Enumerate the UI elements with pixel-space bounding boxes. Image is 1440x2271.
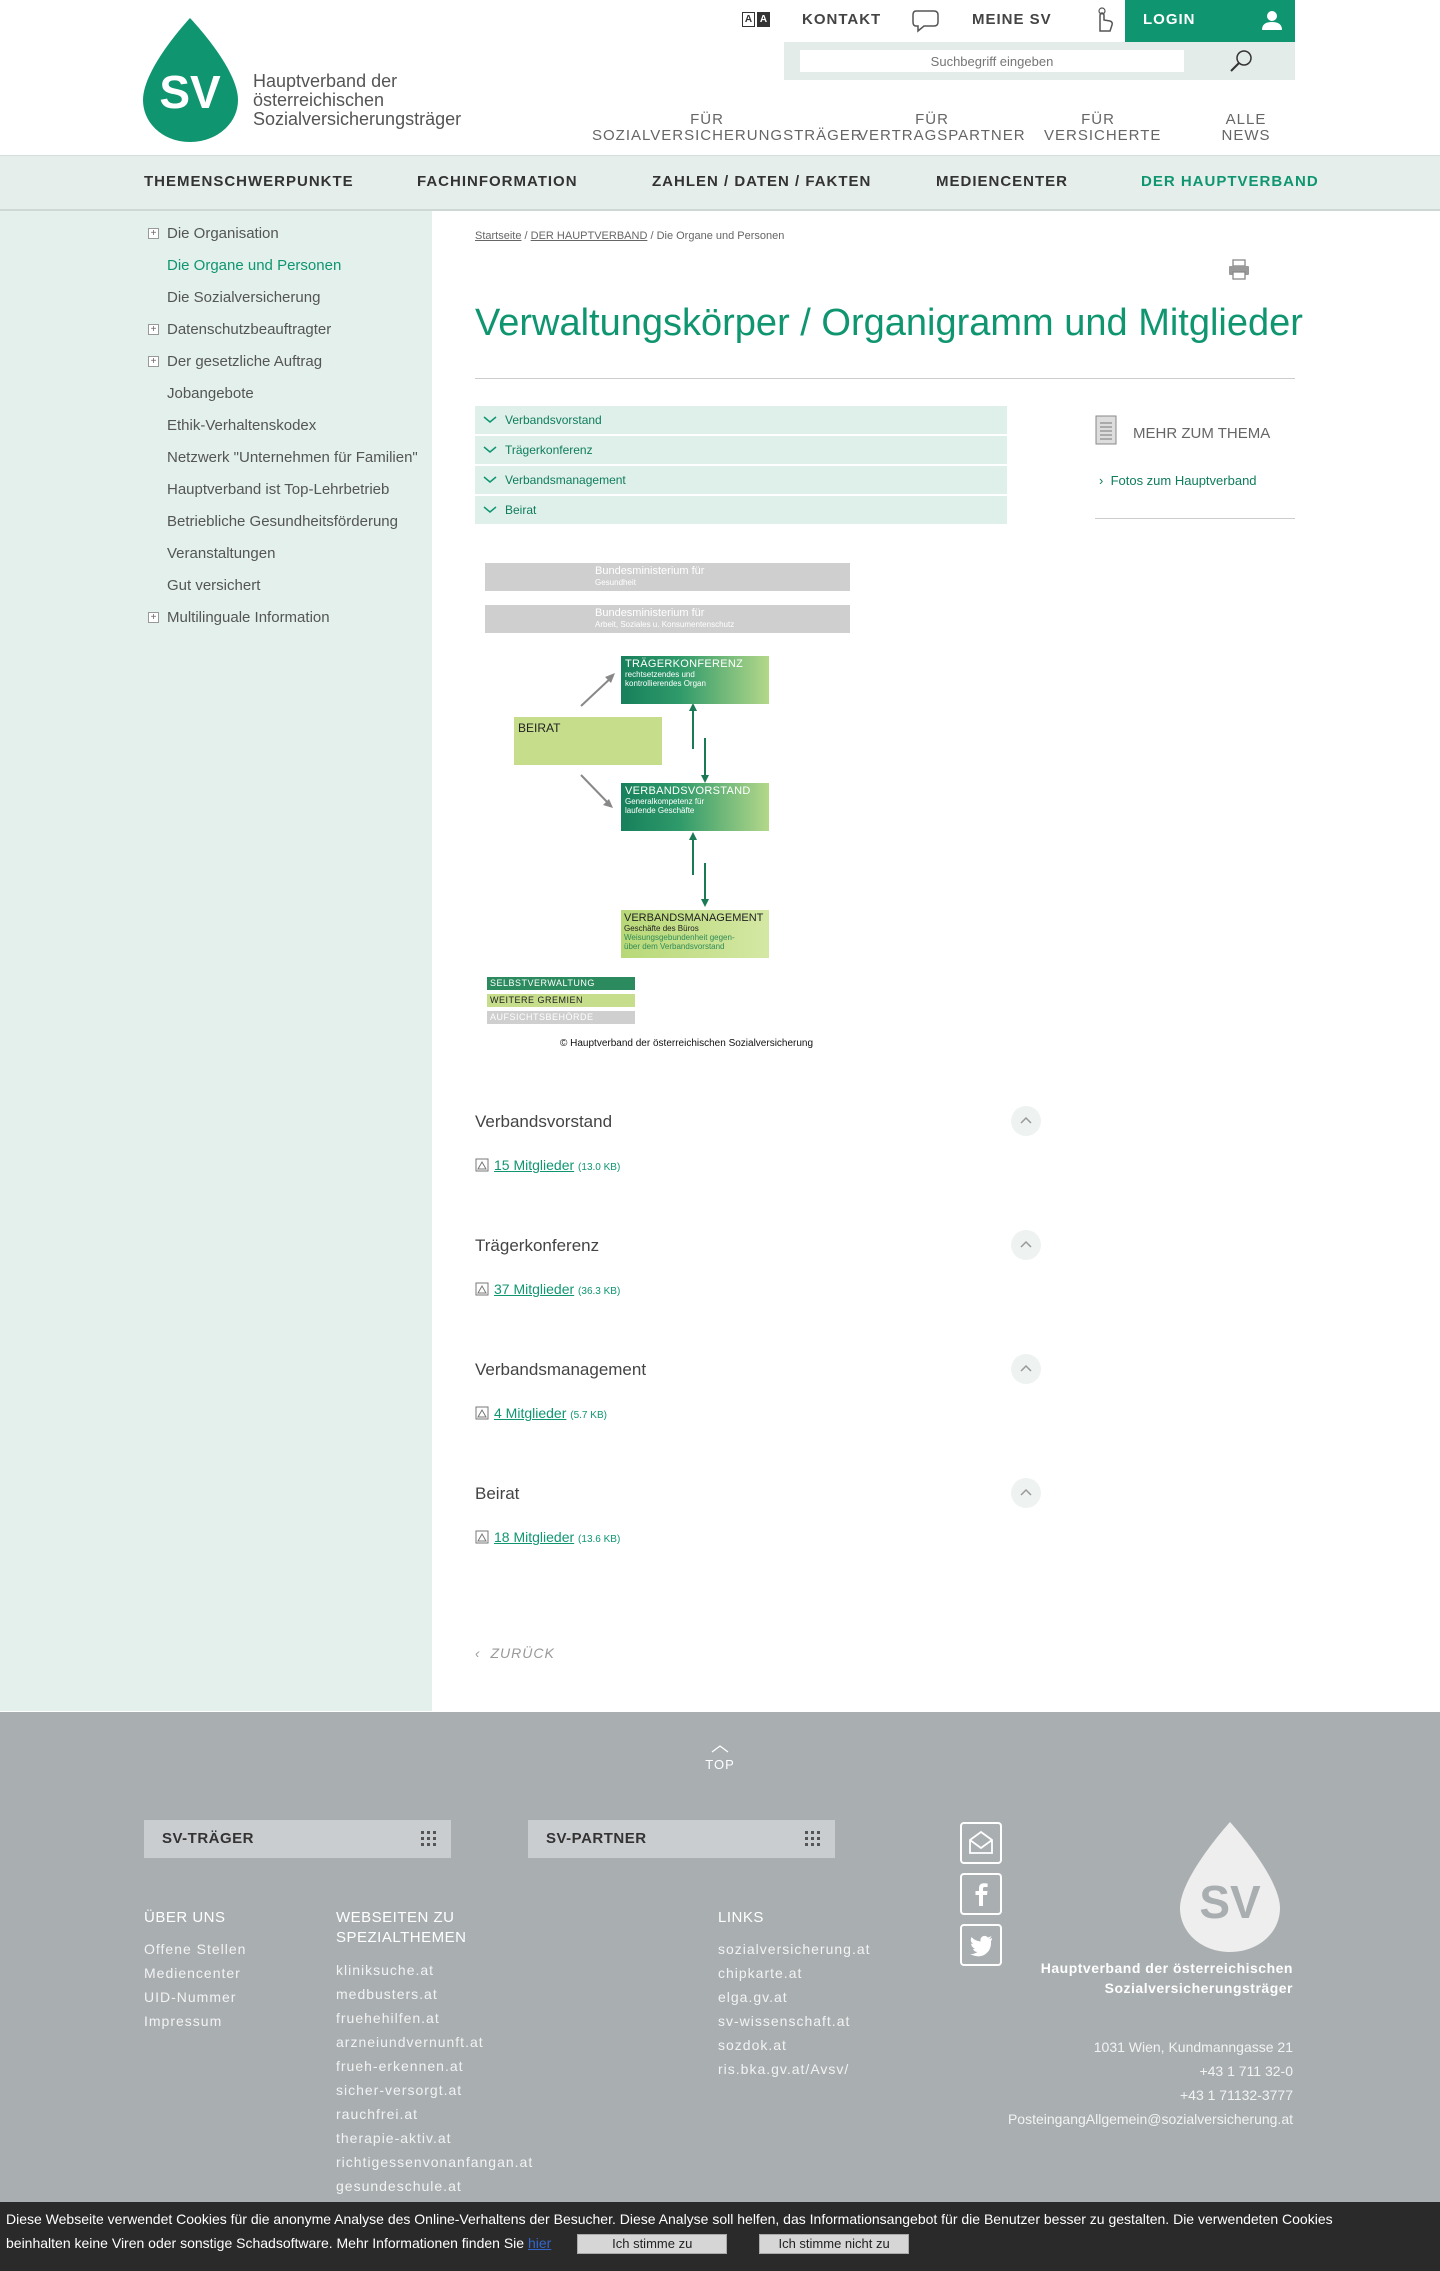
box-sub: rechtsetzendes und <box>625 670 695 679</box>
box-title: TRÄGERKONFERENZ <box>625 658 744 670</box>
nav-mediencenter[interactable]: MEDIENCENTER <box>936 173 1069 190</box>
verbandsmanagement-box <box>621 910 769 958</box>
section-verbandsvorstand <box>475 1112 1045 1173</box>
sidebar-item-sozialversicherung[interactable]: Die Sozialversicherung <box>167 289 321 306</box>
footer-link[interactable]: sozialversicherung.at <box>718 1941 871 1957</box>
organigram-copyright: © Hauptverband der österreichischen Sozialversicherung <box>560 1038 814 1049</box>
grid-icon <box>805 1831 821 1847</box>
footer <box>0 1712 1440 2271</box>
footer-link[interactable]: Offene Stellen <box>144 1941 247 1957</box>
footer-link[interactable]: medbusters.at <box>336 1986 438 2002</box>
box-sub: kontrollierendes Organ <box>625 679 706 688</box>
footer-link[interactable]: Impressum <box>144 2013 223 2029</box>
title-line: WEBSEITEN ZU <box>336 1909 455 1926</box>
nav-line: VERSICHERTE <box>1044 127 1162 144</box>
breadcrumb-hauptverband[interactable]: DER HAUPTVERBAND <box>530 230 648 242</box>
nav-line: NEWS <box>1221 127 1271 144</box>
nav-fuer-versicherte[interactable] <box>1044 111 1162 144</box>
font-toggle-a-inverted: A <box>757 12 770 27</box>
collapse-toggle-icon[interactable] <box>1011 1478 1041 1508</box>
file-link-label: 18 Mitglieder <box>494 1529 575 1545</box>
file-size: (36.3 KB) <box>578 1286 621 1297</box>
sidebar <box>0 211 432 1711</box>
file-size: (13.6 KB) <box>578 1534 621 1545</box>
top-label: TOP <box>705 1757 735 1772</box>
ministry-sub: Arbeit, Soziales u. Konsumentenschutz <box>595 620 735 629</box>
file-size: (5.7 KB) <box>570 1410 607 1421</box>
fotos-link-label: Fotos zum Hauptverband <box>1110 473 1257 488</box>
speech-bubble-icon[interactable] <box>912 8 940 34</box>
box-sub: Weisungsgebundenheit gegen- <box>624 933 735 942</box>
accordion-label: Verbandsmanagement <box>505 473 626 487</box>
accordion-label: Beirat <box>505 503 537 517</box>
footer-links-title: LINKS <box>718 1909 764 1926</box>
file-link-label: 37 Mitglieder <box>494 1281 575 1297</box>
login-label: LOGIN <box>1143 11 1196 28</box>
box-title: VERBANDSMANAGEMENT <box>624 912 764 924</box>
cookie-more-info-link[interactable]: hier <box>527 2235 552 2251</box>
expand-plus-icon[interactable]: + <box>148 324 159 335</box>
expand-plus-icon[interactable]: + <box>148 612 159 623</box>
sidebar-item-gesundheitsfoerderung[interactable]: Betriebliche Gesundheitsförderung <box>167 513 398 530</box>
hand-pointer-icon[interactable] <box>1090 6 1118 34</box>
nav-der-hauptverband[interactable]: DER HAUPTVERBAND <box>1141 173 1319 190</box>
meine-sv-link[interactable]: MEINE SV <box>972 11 1052 28</box>
sidebar-item-datenschutz[interactable]: Datenschutzbeauftragter <box>167 321 332 338</box>
traegerkonferenz-box <box>621 656 769 704</box>
accordion-label: Trägerkonferenz <box>505 443 593 457</box>
ministry-label: Bundesministerium für <box>595 565 705 577</box>
sidebar-item-organe-personen[interactable]: Die Organe und Personen <box>167 257 342 274</box>
file-link-label: 15 Mitglieder <box>494 1157 575 1173</box>
chevron-down-icon <box>483 506 497 514</box>
site-header <box>0 0 1440 155</box>
login-button[interactable] <box>1125 0 1295 42</box>
user-icon <box>1261 9 1283 31</box>
document-icon <box>1095 415 1119 447</box>
section-beirat <box>475 1484 1045 1545</box>
accordion-label: Verbandsvorstand <box>505 413 602 427</box>
envelope-icon <box>962 1824 1000 1862</box>
footer-webseiten-title <box>336 1908 466 1948</box>
nav-line: VERTRAGSPARTNER <box>858 127 1026 144</box>
sidebar-item-gesetzlicher-auftrag[interactable]: Der gesetzliche Auftrag <box>167 353 323 370</box>
box-title: VERBANDSVORSTAND <box>625 785 751 797</box>
twitter-icon <box>962 1926 1000 1964</box>
accordion-nav <box>475 406 1007 526</box>
footer-phone[interactable]: +43 1 711 32-0 <box>1199 2063 1293 2079</box>
mehr-divider <box>1095 518 1295 519</box>
footer-link[interactable]: kliniksuche.at <box>336 1962 435 1978</box>
back-label: ZURÜCK <box>490 1645 555 1661</box>
footer-link[interactable]: elga.gv.at <box>718 1989 788 2005</box>
accordion-item-beirat[interactable] <box>475 496 1007 524</box>
search-icon[interactable] <box>1228 48 1254 74</box>
footer-link[interactable]: frueh-erkennen.at <box>336 2058 464 2074</box>
page-title: Verwaltungskörper / Organigramm und Mitglieder <box>475 302 1303 344</box>
breadcrumb-home[interactable]: Startseite <box>475 230 522 242</box>
dropdown-label: SV-PARTNER <box>546 1830 647 1847</box>
pdf-file-icon <box>475 1530 489 1544</box>
sidebar-item-jobangebote[interactable]: Jobangebote <box>167 385 254 402</box>
org-name-line: österreichischen <box>253 90 385 110</box>
section-title: Trägerkonferenz <box>475 1236 600 1255</box>
footer-link[interactable]: rauchfrei.at <box>336 2106 419 2122</box>
back-link[interactable] <box>475 1645 555 1661</box>
section-verbandsmanagement <box>475 1360 1045 1421</box>
box-sub: Generalkompetenz für <box>625 797 705 806</box>
cookie-accept-button[interactable]: Ich stimme zu <box>577 2234 727 2254</box>
box-title: BEIRAT <box>518 721 561 735</box>
breadcrumb <box>475 230 784 242</box>
sv-partner-dropdown[interactable] <box>528 1820 835 1858</box>
footer-link[interactable]: sozdok.at <box>718 2037 787 2053</box>
nav-line: FÜR <box>1081 111 1115 128</box>
section-traegerkonferenz <box>475 1236 1045 1297</box>
footer-link[interactable]: UID-Nummer <box>144 1989 237 2005</box>
footer-link[interactable]: therapie-aktiv.at <box>336 2130 452 2146</box>
nav-fuer-vertragspartner[interactable] <box>858 111 1026 144</box>
footer-link[interactable]: gesundeschule.at <box>336 2178 462 2194</box>
legend-selbstverwaltung: SELBSTVERWALTUNG <box>487 977 635 990</box>
nav-alle-news[interactable] <box>1220 112 1272 144</box>
org-line: Hauptverband der österreichischen <box>1040 1960 1293 1976</box>
footer-address: 1031 Wien, Kundmanngasse 21 <box>1093 2039 1293 2055</box>
cookie-decline-button[interactable]: Ich stimme nicht zu <box>759 2234 909 2254</box>
box-sub: laufende Geschäfte <box>625 806 695 815</box>
chevron-down-icon <box>483 476 497 484</box>
chevron-right-icon: › <box>1099 473 1111 488</box>
back-to-top-button[interactable] <box>705 1742 735 1772</box>
legend-aufsichtsbehoerde: AUFSICHTSBEHÖRDE <box>487 1011 635 1024</box>
chevron-up-icon <box>705 1744 735 1754</box>
print-icon[interactable] <box>1228 258 1250 280</box>
nav-fachinformation[interactable]: FACHINFORMATION <box>417 173 578 190</box>
beirat-box <box>514 717 662 765</box>
org-name-line: Sozialversicherungsträger <box>253 109 462 129</box>
org-line: Sozialversicherungsträger <box>1104 1980 1293 1996</box>
nav-line: FÜR <box>690 111 724 128</box>
accordion-item-verbandsmanagement[interactable] <box>475 466 1007 494</box>
breadcrumb-separator: / <box>647 230 657 242</box>
cookie-banner <box>0 2202 1440 2271</box>
verbandsvorstand-box <box>621 783 769 831</box>
breadcrumb-current: Die Organe und Personen <box>656 230 785 242</box>
footer-link[interactable]: ris.bka.gv.at/Avsv/ <box>718 2061 850 2077</box>
sv-traeger-dropdown[interactable] <box>144 1820 451 1858</box>
nav-zahlen-daten-fakten[interactable]: ZAHLEN / DATEN / FAKTEN <box>652 173 872 190</box>
logo-letters: SV <box>159 66 221 118</box>
main-navigation <box>0 155 1440 211</box>
sidebar-item-veranstaltungen[interactable]: Veranstaltungen <box>167 545 276 562</box>
chevron-left-icon: ‹ <box>475 1645 491 1661</box>
legend-weitere-gremien: WEITERE GREMIEN <box>487 994 635 1007</box>
facebook-button[interactable] <box>960 1873 1002 1915</box>
pdf-download-link[interactable] <box>475 1405 607 1421</box>
pdf-download-link[interactable] <box>475 1281 620 1297</box>
footer-link[interactable]: sv-wissenschaft.at <box>718 2013 851 2029</box>
box-sub: über dem Verbandsvorstand <box>624 942 725 951</box>
footer-link[interactable]: Mediencenter <box>144 1965 241 1981</box>
search-bar <box>784 42 1295 80</box>
newsletter-button[interactable] <box>960 1822 1002 1864</box>
ministry-label: Bundesministerium für <box>595 607 705 619</box>
font-size-toggle-icon[interactable] <box>742 12 772 30</box>
nav-line: FÜR <box>915 111 949 128</box>
footer-link[interactable]: sicher-versorgt.at <box>336 2082 463 2098</box>
collapse-toggle-icon[interactable] <box>1011 1230 1041 1260</box>
kontakt-link[interactable]: KONTAKT <box>802 11 882 28</box>
chevron-down-icon <box>483 446 497 454</box>
sv-logo[interactable] <box>143 18 238 142</box>
nav-line: SOZIALVERSICHERUNGSTRÄGER <box>592 127 863 144</box>
file-link-label: 4 Mitglieder <box>494 1405 567 1421</box>
ministry-sub: Gesundheit <box>595 578 636 587</box>
cookie-text-line2-wrap <box>6 2231 1434 2255</box>
footer-sv-logo <box>1180 1822 1280 1952</box>
footer-fax: +43 1 71132-3777 <box>1179 2087 1293 2103</box>
search-input[interactable] <box>800 50 1184 72</box>
cookie-text-line2: beinhalten keine Viren oder sonstige Schadsoftware. Mehr Informationen finden Sie <box>6 2235 528 2251</box>
nav-themenschwerpunkte[interactable]: THEMENSCHWERPUNKTE <box>144 173 354 190</box>
footer-link[interactable]: arzneiundvernunft.at <box>336 2034 484 2050</box>
accordion-item-traegerkonferenz[interactable] <box>475 436 1007 464</box>
box-sub: Geschäfte des Büros <box>624 924 699 933</box>
sidebar-item-multilingual[interactable]: Multilinguale Information <box>167 609 330 626</box>
footer-logo-letters: SV <box>1199 1876 1261 1928</box>
pdf-download-link[interactable] <box>475 1157 620 1173</box>
nav-line: ALLE <box>1225 111 1267 128</box>
pdf-download-link[interactable] <box>475 1529 620 1545</box>
footer-org-name <box>1020 1958 1293 1998</box>
top-utility-bar <box>742 0 1295 42</box>
footer-link[interactable]: fruehehilfen.at <box>336 2010 440 2026</box>
footer-link[interactable]: chipkarte.at <box>718 1965 803 1981</box>
section-title: Beirat <box>475 1484 520 1503</box>
title-line: SPEZIALTHEMEN <box>336 1929 467 1946</box>
font-toggle-a: A <box>742 12 755 27</box>
sidebar-item-gut-versichert[interactable]: Gut versichert <box>167 577 261 594</box>
footer-ueber-uns-title: ÜBER UNS <box>144 1909 226 1926</box>
organigram <box>475 555 875 1055</box>
twitter-button[interactable] <box>960 1924 1002 1966</box>
title-divider <box>475 378 1295 379</box>
expand-plus-icon[interactable]: + <box>148 356 159 367</box>
fotos-link[interactable] <box>1099 473 1257 488</box>
collapse-toggle-icon[interactable] <box>1011 1354 1041 1384</box>
section-title: Verbandsvorstand <box>475 1112 613 1131</box>
footer-link[interactable]: richtigessenvonanfangan.at <box>336 2154 534 2170</box>
file-size: (13.0 KB) <box>578 1162 621 1173</box>
facebook-icon <box>962 1875 1000 1913</box>
sidebar-item-die-organisation[interactable]: Die Organisation <box>167 225 279 242</box>
expand-plus-icon[interactable]: + <box>148 228 159 239</box>
pdf-file-icon <box>475 1282 489 1296</box>
sidebar-item-ethik[interactable]: Ethik-Verhaltenskodex <box>167 417 317 434</box>
footer-email-link[interactable]: PosteingangAllgemein@sozialversicherung.at <box>1007 2111 1293 2127</box>
org-name <box>253 72 461 129</box>
section-title: Verbandsmanagement <box>475 1360 647 1379</box>
grid-icon <box>421 1831 437 1847</box>
collapse-toggle-icon[interactable] <box>1011 1106 1041 1136</box>
dropdown-label: SV-TRÄGER <box>162 1830 255 1847</box>
nav-fuer-sv-traeger[interactable] <box>592 111 863 144</box>
cookie-text-line1: Diese Webseite verwendet Cookies für die anonyme Analyse des Online-Verhaltens der Besucher. Diese Analyse soll helfen, das Informationsangebot für die Benutzer besser zu gestalten. Die verwendeten Cookies <box>6 2211 1333 2227</box>
sidebar-item-netzwerk[interactable]: Netzwerk "Unternehmen für Familien" <box>167 449 418 466</box>
breadcrumb-separator: / <box>521 230 531 242</box>
accordion-item-verbandsvorstand[interactable] <box>475 406 1007 434</box>
pdf-file-icon <box>475 1158 489 1172</box>
chevron-down-icon <box>483 416 497 424</box>
mehr-zum-thema-title: MEHR ZUM THEMA <box>1133 425 1271 442</box>
pdf-file-icon <box>475 1406 489 1420</box>
sidebar-item-lehrbetrieb[interactable]: Hauptverband ist Top-Lehrbetrieb <box>167 481 390 498</box>
org-name-line: Hauptverband der <box>253 71 398 91</box>
